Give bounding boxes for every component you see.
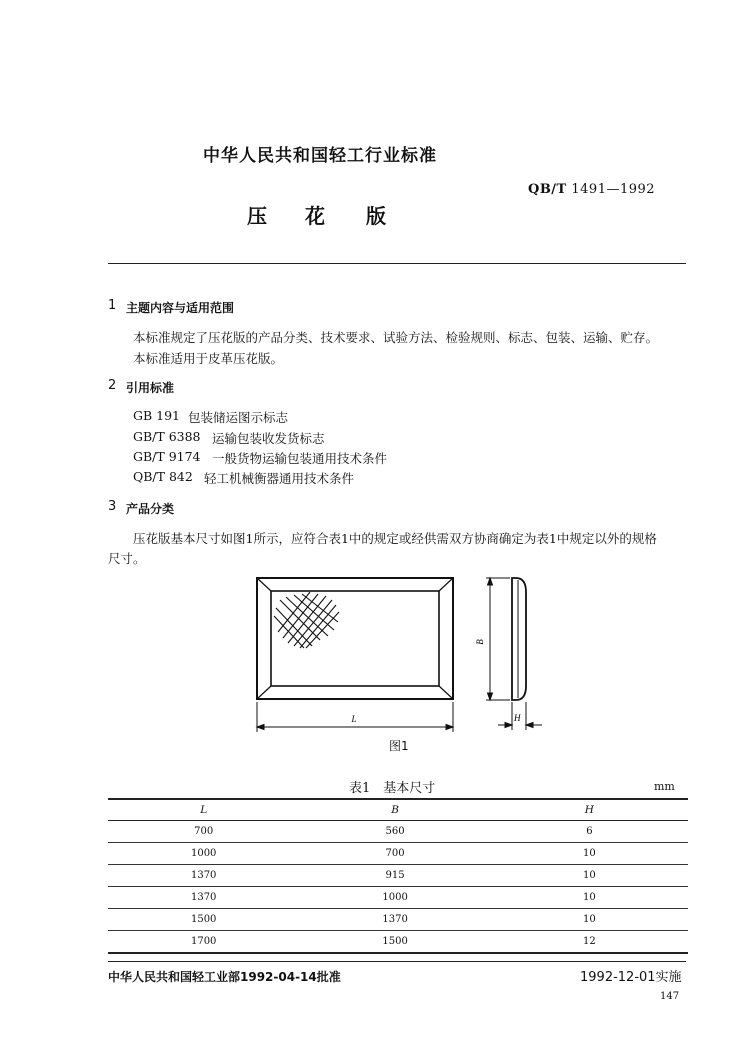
reference-code: QB/T 842 bbox=[133, 469, 193, 484]
reference-name: 一般货物运输包装通用技术条件 bbox=[212, 451, 388, 466]
table-cell: 10 bbox=[491, 865, 688, 887]
table-cell: 700 bbox=[108, 821, 299, 843]
reference-code: GB/T 9174 bbox=[133, 449, 201, 464]
section-1-para-1: 本标准规定了压花版的产品分类、技术要求、试验方法、检验规则、标志、包装、运输、贮存。 bbox=[133, 330, 659, 345]
table-cell: 700 bbox=[299, 843, 490, 865]
table-cell: 1000 bbox=[299, 887, 490, 909]
table-row bbox=[108, 909, 688, 931]
table-cell: 6 bbox=[491, 821, 688, 843]
issuing-body-title: 中华人民共和国轻工行业标准 bbox=[203, 146, 437, 166]
section-3-number: 3 bbox=[108, 499, 117, 514]
reference-name: 轻工机械衡器通用技术条件 bbox=[204, 471, 355, 486]
column-header-B: B bbox=[299, 799, 490, 821]
table-cell: 560 bbox=[299, 821, 490, 843]
standard-prefix: QB/T bbox=[528, 182, 567, 197]
dimension-label-B: B bbox=[475, 639, 485, 645]
reference-name: 包装储运图示标志 bbox=[188, 410, 289, 425]
table-row bbox=[108, 843, 688, 865]
implementation-date: 1992-12-01实施 bbox=[580, 970, 682, 985]
standard-number bbox=[528, 182, 655, 197]
table-cell: 1500 bbox=[299, 931, 490, 954]
column-header-L: L bbox=[108, 799, 299, 821]
plate-outer-edge bbox=[257, 578, 453, 699]
reference-code: GB/T 6388 bbox=[133, 429, 201, 444]
table-header-row bbox=[108, 799, 688, 821]
section-1-title: 主题内容与适用范围 bbox=[126, 301, 235, 315]
table-cell: 1000 bbox=[108, 843, 299, 865]
table-cell: 10 bbox=[491, 843, 688, 865]
reference-name: 运输包装收发货标志 bbox=[212, 431, 325, 446]
table-cell: 12 bbox=[491, 931, 688, 954]
document-title-char-2: 花 bbox=[305, 204, 325, 228]
section-3-para-line-1: 压花版基本尺寸如图1所示，应符合表1中的规定或经供需双方协商确定为表1中规定以外的规格 bbox=[133, 531, 657, 546]
dimensions-table bbox=[108, 798, 688, 954]
header-rule bbox=[108, 263, 686, 264]
table-row bbox=[108, 931, 688, 954]
table-1-caption: 表1 基本尺寸 bbox=[349, 781, 436, 796]
section-2-number: 2 bbox=[108, 378, 117, 393]
table-cell: 915 bbox=[299, 865, 490, 887]
emboss-pattern bbox=[274, 592, 339, 648]
column-header-H: H bbox=[491, 799, 688, 821]
section-2-title: 引用标准 bbox=[126, 381, 175, 395]
page-number: 147 bbox=[660, 991, 680, 1002]
plate-inner-edge bbox=[271, 591, 439, 686]
reference-code: GB 191 bbox=[133, 408, 181, 423]
table-row bbox=[108, 821, 688, 843]
approval-line: 中华人民共和国轻工业部1992-04-14批准 bbox=[108, 970, 341, 984]
footer-rule bbox=[108, 961, 686, 962]
table-row bbox=[108, 887, 688, 909]
section-3-para-line-2: 尺寸。 bbox=[108, 551, 146, 566]
plate-side-profile bbox=[512, 578, 526, 700]
table-cell: 10 bbox=[491, 887, 688, 909]
figure-1-caption: 图1 bbox=[389, 739, 409, 753]
standard-code: 1491—1992 bbox=[571, 182, 656, 197]
table-cell: 1500 bbox=[108, 909, 299, 931]
table-row bbox=[108, 865, 688, 887]
dimension-label-L: L bbox=[351, 714, 357, 724]
table-cell: 1700 bbox=[108, 931, 299, 954]
dimension-label-H: H bbox=[514, 713, 521, 723]
table-cell: 10 bbox=[491, 909, 688, 931]
table-1-unit: mm bbox=[654, 780, 675, 793]
table-cell: 1370 bbox=[108, 887, 299, 909]
section-1-para-2: 本标准适用于皮革压花版。 bbox=[133, 351, 284, 366]
table-cell: 1370 bbox=[108, 865, 299, 887]
document-title-char-3: 版 bbox=[366, 204, 386, 228]
table-cell: 1370 bbox=[299, 909, 490, 931]
figure-1-drawing bbox=[250, 570, 550, 740]
section-1-number: 1 bbox=[108, 298, 117, 313]
document-title-char-1: 压 bbox=[247, 204, 267, 228]
section-3-title: 产品分类 bbox=[126, 502, 175, 516]
